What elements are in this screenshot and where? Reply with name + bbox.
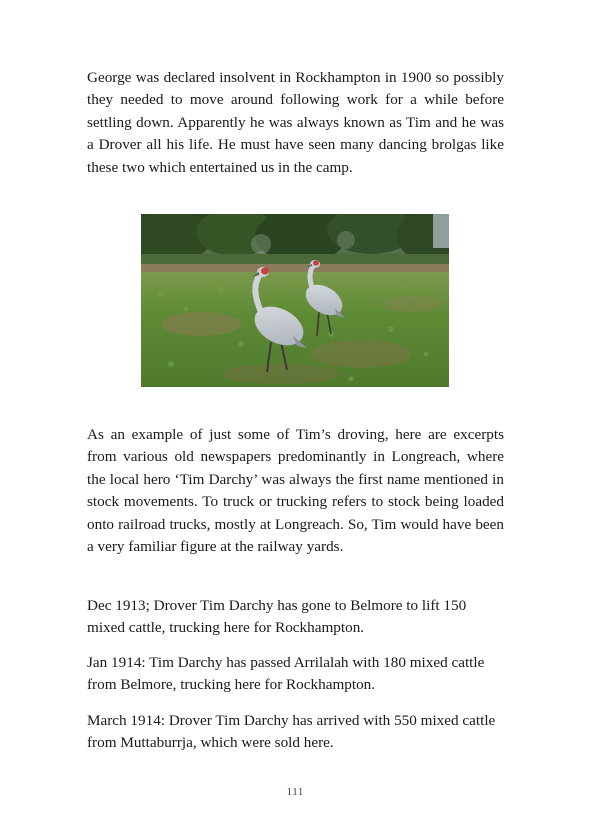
brolgas-photo [141,214,449,387]
paragraph-march-1914: March 1914: Drover Tim Darchy has arrived with 550 mixed cattle from Muttaburrja, which were sold here. [87,712,496,752]
paragraph-dec-1913: Dec 1913; Drover Tim Darchy has gone to Belmore to lift 150 mixed cattle, trucking here for Rockhampton. [87,597,467,637]
paragraph-brolgas: George was declared insolvent in Rockhampton in 1900 so possibly they needed to move around following work for a while before settling down. Apparently he was always known as Tim and he was a Drover all his life. He must have seen many dancing brolgas like these two which entertained us in the camp. [87,69,504,176]
paragraph-droving-intro: As an example of just some of Tim’s droving, here are excerpts from various old newspapers predominantly in Longreach, where the local hero ‘Tim Darchy’ was always the first name mentioned in stock movements. To truck or trucking refers to stock being loaded onto railroad trucks, mostly at Longreach. So, Tim would have been a very familiar figure at the railway yards. [87,426,504,556]
page-number: 111 [286,787,305,798]
paragraph-jan-1914: Jan 1914: Tim Darchy has passed Arrilalah with 180 mixed cattle from Belmore, trucking here for Rockhampton. [87,654,485,694]
